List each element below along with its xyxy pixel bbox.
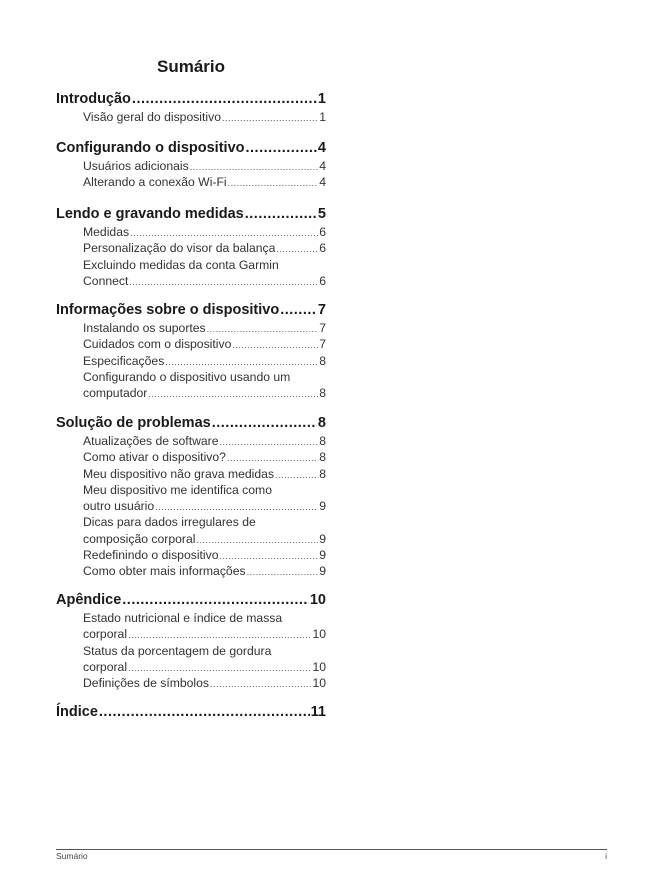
leader-dots xyxy=(232,337,318,353)
toc-section-solucao xyxy=(56,413,326,580)
toc-item-page: 6 xyxy=(319,225,326,239)
toc-item[interactable] xyxy=(83,547,326,563)
toc-item-label: Definições de símbolos xyxy=(83,676,209,691)
toc-item[interactable] xyxy=(83,659,326,675)
toc-item-label: Meu dispositivo não grava medidas xyxy=(83,466,275,481)
toc-heading[interactable] xyxy=(56,590,326,610)
leader-dots xyxy=(207,321,319,337)
toc-item-page: 8 xyxy=(319,450,326,465)
footer-divider xyxy=(56,849,607,850)
toc-item[interactable] xyxy=(83,353,326,369)
toc-item-label: Usuários adicionais xyxy=(83,159,189,173)
toc-section-apendice xyxy=(56,590,326,691)
toc-item-page: 9 xyxy=(319,564,326,579)
leader-dots xyxy=(99,702,310,722)
leader-dots xyxy=(245,204,317,224)
toc-item[interactable] xyxy=(83,174,326,190)
toc-section-lendo xyxy=(56,204,326,289)
toc-heading-label: Introdução xyxy=(56,91,131,107)
leader-dots xyxy=(132,89,317,109)
toc-item[interactable] xyxy=(83,224,326,240)
toc-item-page: 9 xyxy=(319,499,326,514)
toc-heading-page: 4 xyxy=(317,140,326,156)
footer-page-number: i xyxy=(605,851,607,861)
leader-dots xyxy=(196,532,318,548)
toc-heading[interactable] xyxy=(56,702,326,722)
toc-item-page: 4 xyxy=(319,175,326,190)
leader-dots xyxy=(148,386,318,402)
toc-item-label: Redefinindo o dispositivo xyxy=(83,548,219,563)
toc-heading-page: 5 xyxy=(317,206,326,222)
toc-item[interactable] xyxy=(83,626,326,642)
toc-item-line1[interactable]: Configurando o dispositivo usando um xyxy=(83,369,291,384)
toc-section-introducao xyxy=(56,89,326,125)
toc-heading-label: Apêndice xyxy=(56,592,122,608)
toc-item-page: 7 xyxy=(319,337,326,352)
toc-item-label: Como ativar o dispositivo? xyxy=(83,450,226,465)
toc-item-label: Especificações xyxy=(83,353,165,368)
toc-item[interactable] xyxy=(83,449,326,465)
toc-item-page: 9 xyxy=(319,531,326,546)
footer-section-name: Sumário xyxy=(56,851,88,861)
toc-item[interactable] xyxy=(83,433,326,449)
toc-item-label: Connect xyxy=(83,273,129,288)
toc-item[interactable] xyxy=(83,109,326,125)
leader-dots xyxy=(247,564,319,580)
toc-heading-label: Configurando o dispositivo xyxy=(56,140,245,156)
leader-dots xyxy=(246,138,317,158)
toc-item-page: 9 xyxy=(319,548,326,563)
toc-item-label: outro usuário xyxy=(83,499,155,514)
toc-item-line1[interactable]: Estado nutricional e índice de massa xyxy=(83,611,283,625)
leader-dots xyxy=(128,660,311,676)
leader-dots xyxy=(280,300,317,320)
toc-heading-page: 11 xyxy=(310,704,326,720)
leader-dots xyxy=(275,467,318,483)
toc-heading-page: 7 xyxy=(317,302,326,318)
leader-dots xyxy=(222,110,318,126)
leader-dots xyxy=(190,159,319,175)
toc-item[interactable] xyxy=(83,531,326,547)
toc-heading-label: Lendo e gravando medidas xyxy=(56,206,244,222)
toc-item[interactable] xyxy=(83,320,326,336)
toc-item[interactable] xyxy=(83,675,326,691)
toc-heading-page: 8 xyxy=(317,415,326,431)
page-title: Sumário xyxy=(156,57,226,76)
leader-dots xyxy=(212,413,317,433)
toc-heading[interactable] xyxy=(56,413,326,433)
toc-item-page: 10 xyxy=(312,659,326,674)
toc-heading-label: Índice xyxy=(56,704,98,720)
toc-item-page: 4 xyxy=(319,159,326,173)
toc-heading[interactable] xyxy=(56,300,326,320)
leader-dots xyxy=(220,434,319,450)
toc-heading-page: 10 xyxy=(309,592,326,608)
toc-section-indice xyxy=(56,702,326,722)
toc-item-page: 10 xyxy=(312,676,326,691)
leader-dots xyxy=(128,627,311,643)
toc-item-label: composição corporal xyxy=(83,531,196,546)
toc-item-label: Atualizações de software xyxy=(83,434,219,448)
toc-section-informacoes xyxy=(56,300,326,401)
toc-item-label: Personalização do visor da balança xyxy=(83,241,276,256)
leader-dots xyxy=(276,241,318,257)
toc-item-page: 8 xyxy=(319,353,326,368)
toc-item-page: 8 xyxy=(319,386,326,401)
toc-item-page: 6 xyxy=(319,241,326,256)
toc-heading[interactable] xyxy=(56,204,326,224)
toc-item-line1[interactable]: Meu dispositivo me identifica como xyxy=(83,482,272,497)
toc-heading-label: Informações sobre o dispositivo xyxy=(56,302,280,318)
toc-item-page: 10 xyxy=(312,627,326,642)
toc-item-label: Cuidados com o dispositivo xyxy=(83,337,232,352)
toc-item[interactable] xyxy=(83,563,326,579)
toc-item-line1[interactable]: Dicas para dados irregulares de xyxy=(83,515,256,530)
toc-item-label: Visão geral do dispositivo xyxy=(83,110,221,124)
toc-item[interactable] xyxy=(83,273,326,289)
leader-dots xyxy=(129,274,318,290)
toc-item-label: computador xyxy=(83,386,148,401)
toc-item-page: 8 xyxy=(319,466,326,481)
toc-item[interactable] xyxy=(83,336,326,352)
toc-item-page: 6 xyxy=(319,273,326,288)
leader-dots xyxy=(165,354,318,370)
toc-item-page: 1 xyxy=(319,110,326,124)
toc-item[interactable] xyxy=(83,498,326,514)
toc-item-line1[interactable]: Status da porcentagem de gordura xyxy=(83,643,272,658)
toc-section-configurando xyxy=(56,138,326,191)
toc-item-line1[interactable]: Excluindo medidas da conta Garmin xyxy=(83,257,279,272)
toc-heading[interactable] xyxy=(56,89,326,109)
toc-item-label: Como obter mais informações xyxy=(83,564,246,579)
toc-item[interactable] xyxy=(83,240,326,256)
leader-dots xyxy=(227,450,318,466)
leader-dots xyxy=(155,499,318,515)
toc-heading-label: Solução de problemas xyxy=(56,415,211,431)
leader-dots xyxy=(228,175,319,191)
leader-dots xyxy=(210,676,311,692)
toc-item-page: 7 xyxy=(319,321,326,335)
toc-item-label: Alterando a conexão Wi‑Fi xyxy=(83,175,227,190)
leader-dots xyxy=(130,225,318,241)
toc-item[interactable] xyxy=(83,158,326,174)
toc-item-label: Instalando os suportes xyxy=(83,321,206,335)
toc-item-page: 8 xyxy=(319,434,326,448)
toc-item-label: Medidas xyxy=(83,225,130,239)
leader-dots xyxy=(122,590,309,610)
toc-heading[interactable] xyxy=(56,138,326,158)
toc-item-label: corporal xyxy=(83,659,128,674)
toc-item-label: corporal xyxy=(83,627,128,642)
toc-item[interactable] xyxy=(83,466,326,482)
toc-item[interactable] xyxy=(83,385,326,401)
toc-heading-page: 1 xyxy=(317,91,326,107)
leader-dots xyxy=(220,548,319,564)
